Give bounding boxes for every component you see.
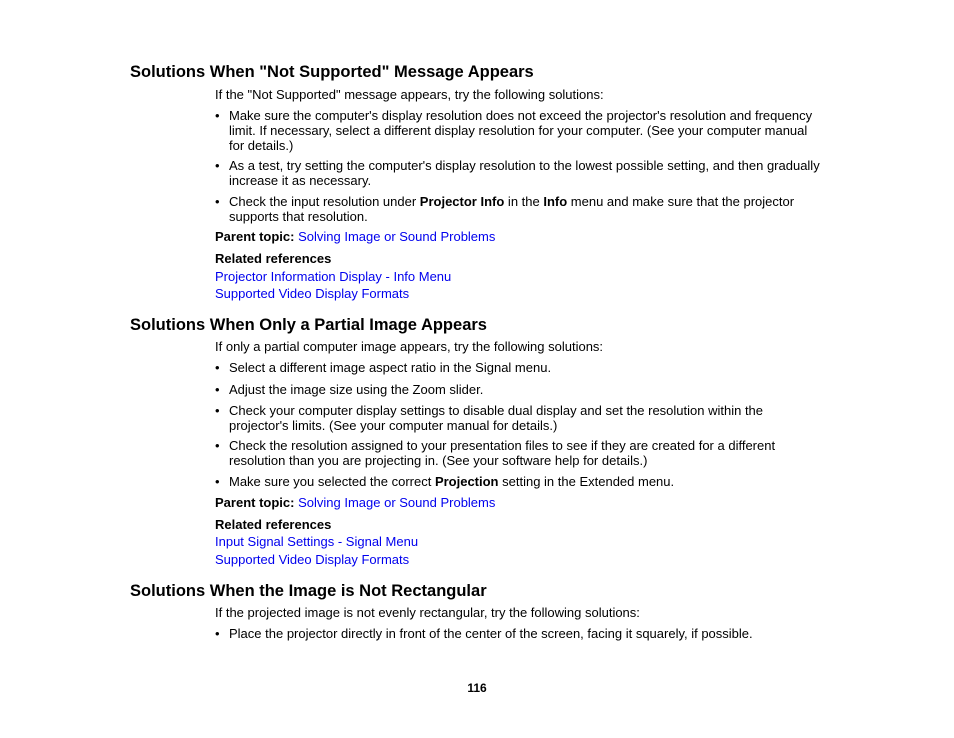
- related-link-row: [215, 269, 451, 284]
- related-references-label: Related references: [215, 517, 332, 532]
- related-link-video-formats[interactable]: Supported Video Display Formats: [215, 286, 410, 301]
- parent-topic: [215, 495, 495, 510]
- section-intro: If the projected image is not evenly rectangular, try the following solutions:: [215, 605, 640, 620]
- section-title-not-supported: Solutions When "Not Supported" Message Appears: [130, 63, 534, 81]
- list-item: [215, 626, 825, 641]
- section-title-partial-image: Solutions When Only a Partial Image Appears: [130, 316, 487, 334]
- bullet-icon: •: [215, 360, 220, 375]
- list-item-text: Select a different image aspect ratio in the Signal menu.: [229, 360, 552, 375]
- parent-topic-label: Parent topic:: [215, 495, 295, 510]
- bullet-icon: •: [215, 403, 220, 418]
- list-item: [215, 438, 825, 468]
- parent-topic: [215, 229, 495, 244]
- list-item-text: Place the projector directly in front of the center of the screen, facing it squarely, if possible.: [229, 626, 753, 641]
- related-link-row: [215, 534, 418, 549]
- bullet-icon: •: [215, 158, 220, 173]
- projection-term: Projection: [434, 474, 499, 489]
- text-segment: in the: [504, 194, 544, 209]
- related-references-label: Related references: [215, 251, 332, 266]
- section-title-not-rectangular: Solutions When the Image is Not Rectangular: [130, 582, 487, 600]
- list-item: [215, 403, 825, 433]
- parent-topic-link[interactable]: Solving Image or Sound Problems: [298, 495, 496, 510]
- list-item-text: Check your computer display settings to disable dual display and set the resolution within the projector's limits. (See your computer manual for details.): [229, 403, 764, 433]
- list-item-text: As a test, try setting the computer's display resolution to the lowest possible setting, and then gradually increase it as necessary.: [229, 158, 820, 188]
- list-item-text: [229, 474, 825, 489]
- related-link-info-menu[interactable]: Projector Information Display - Info Menu: [215, 269, 452, 284]
- list-item-text: Adjust the image size using the Zoom slider.: [229, 382, 484, 397]
- bullet-icon: •: [215, 474, 220, 489]
- bullet-icon: •: [215, 438, 220, 453]
- info-menu-term: Info: [543, 194, 568, 209]
- text-segment: Make sure you selected the correct: [229, 474, 435, 489]
- related-link-row: [215, 286, 409, 301]
- text-segment: Check the input resolution under: [229, 194, 420, 209]
- list-item-text: [229, 194, 825, 224]
- text-segment: menu and make sure that the projector supports that resolution.: [229, 194, 795, 224]
- list-item: [215, 360, 825, 375]
- related-link-video-formats[interactable]: Supported Video Display Formats: [215, 552, 410, 567]
- bullet-icon: •: [215, 108, 220, 123]
- list-item-text: Check the resolution assigned to your presentation files to see if they are created for a different resolution than you are projecting in. (See your software help for details.): [229, 438, 776, 468]
- page-number: 116: [467, 681, 487, 695]
- list-item: [215, 474, 825, 489]
- bullet-icon: •: [215, 626, 220, 641]
- bullet-icon: •: [215, 194, 220, 209]
- bullet-icon: •: [215, 382, 220, 397]
- list-item-text: Make sure the computer's display resolution does not exceed the projector's resolution and frequency limit. If necessary, select a different display resolution for your computer. (See your computer manual for details.): [229, 108, 813, 153]
- parent-topic-link[interactable]: Solving Image or Sound Problems: [298, 229, 496, 244]
- projector-info-term: Projector Info: [419, 194, 505, 209]
- list-item: [215, 158, 825, 188]
- section-intro: If the "Not Supported" message appears, try the following solutions:: [215, 87, 604, 102]
- parent-topic-label: Parent topic:: [215, 229, 295, 244]
- list-item: [215, 108, 825, 153]
- text-segment: setting in the Extended menu.: [498, 474, 675, 489]
- related-link-signal-menu[interactable]: Input Signal Settings - Signal Menu: [215, 534, 419, 549]
- related-link-row: [215, 552, 409, 567]
- section-intro: If only a partial computer image appears, try the following solutions:: [215, 339, 604, 354]
- list-item: [215, 382, 825, 397]
- list-item: [215, 194, 825, 224]
